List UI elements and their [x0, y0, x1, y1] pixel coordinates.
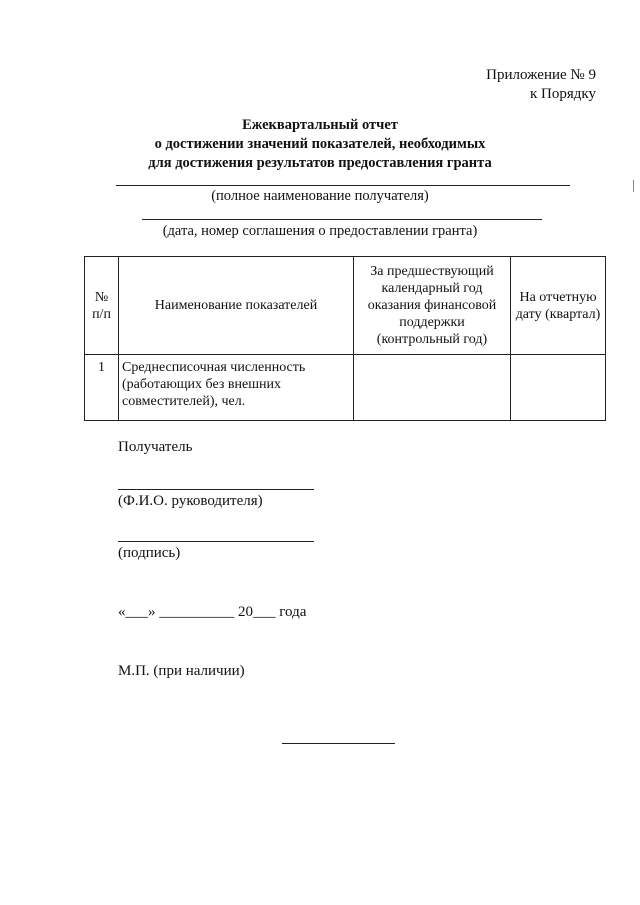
agreement-caption: (дата, номер соглашения о предоставлении гранта): [162, 223, 478, 239]
appendix-order: к Порядку: [530, 86, 596, 102]
title-line-1: Ежеквартальный отчет: [242, 117, 398, 133]
recipient-name-line: [116, 185, 570, 186]
appendix-reference: [486, 66, 596, 104]
report-title: [0, 116, 640, 173]
header-indicator-name: Наименование показателей: [119, 257, 354, 355]
recipient-caption: (полное наименование получателя): [211, 188, 429, 204]
row-previous-year-value: [354, 355, 511, 421]
recipient-label: Получатель: [118, 439, 193, 455]
title-line-2: о достижении значений показателей, необходимых: [154, 136, 486, 152]
scan-mark: [633, 180, 634, 192]
row-indicator-name: Среднесписочная численность (работающих без внешних совместителей), чел.: [119, 355, 354, 421]
row-reporting-value: [511, 355, 606, 421]
header-previous-year: За предшествующий календарный год оказания финансовой поддержки (контрольный год): [354, 257, 511, 355]
header-reporting-date: На отчетную дату (квартал): [511, 257, 606, 355]
indicators-table: [84, 256, 606, 421]
appendix-number: Приложение № 9: [486, 67, 596, 83]
title-line-3: для достижения результатов предоставления гранта: [148, 155, 492, 171]
table-row: [85, 355, 606, 421]
director-caption: (Ф.И.О. руководителя): [118, 493, 263, 509]
table-header-row: [85, 257, 606, 355]
row-number: 1: [85, 355, 119, 421]
signature-caption: (подпись): [118, 545, 181, 561]
header-number-symbol: №: [94, 289, 109, 305]
agreement-line: [142, 219, 542, 220]
header-number-pp: п/п: [92, 306, 111, 322]
header-number: [85, 257, 119, 355]
closing-separator: [282, 743, 395, 744]
director-name-line: [118, 489, 314, 490]
signature-line: [118, 541, 314, 542]
stamp-label: М.П. (при наличии): [118, 663, 245, 679]
date-line: «___» __________ 20___ года: [118, 604, 307, 620]
